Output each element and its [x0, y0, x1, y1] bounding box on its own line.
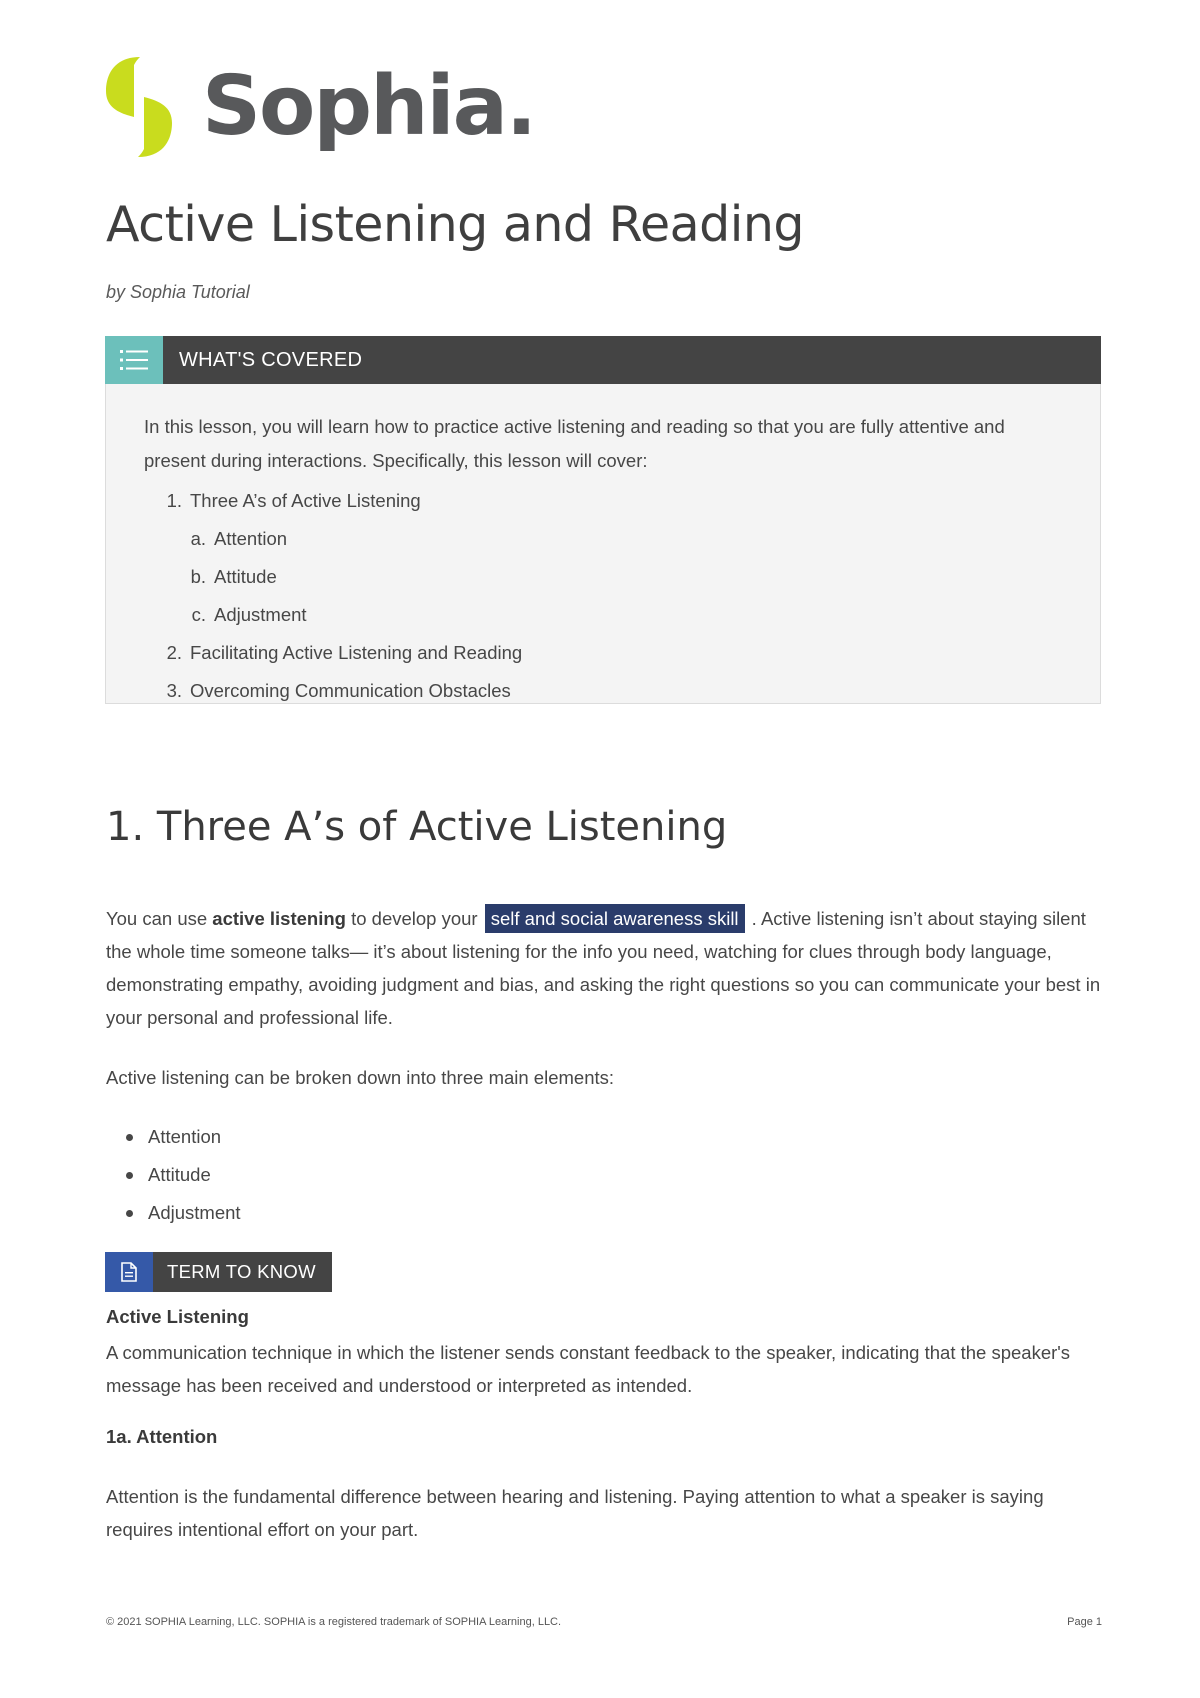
sophia-logo	[104, 52, 535, 162]
byline: by Sophia Tutorial	[106, 282, 250, 302]
sophia-logo-mark-icon	[104, 57, 174, 157]
bullet-icon	[126, 1172, 133, 1179]
footer-copyright: © 2021 SOPHIA Learning, LLC. SOPHIA is a registered trademark of SOPHIA Learning, LLC.	[106, 1616, 562, 1628]
bullet-icon	[126, 1210, 133, 1217]
whats-covered-box	[105, 336, 1101, 704]
subsection-heading: 1a. Attention	[106, 1426, 218, 1447]
list-icon	[105, 336, 163, 384]
sophia-logo-text: Sophia.	[202, 59, 536, 154]
whats-covered-label: WHAT'S COVERED	[179, 348, 363, 371]
term-definition: A communication technique in which the listener sends constant feedback to the speaker, indicating that the speaker's message has been received and understood or interpreted as intended.	[106, 1342, 1071, 1396]
toc-item: b. Attitude	[190, 566, 277, 587]
covered-intro: In this lesson, you will learn how to practice active listening and reading so that you are fully attentive and present during interactions. Specifically, this lesson will cover:	[144, 416, 1005, 471]
toc-item: 3. Overcoming Communication Obstacles	[166, 680, 511, 701]
term-word: Active Listening	[106, 1306, 249, 1327]
section-heading: 1. Three A’s of Active Listening	[106, 804, 728, 850]
elements-list	[126, 1118, 241, 1232]
toc-item: c. Adjustment	[191, 604, 307, 625]
bold-term: active listening	[212, 908, 346, 929]
list-item: Attention	[126, 1118, 241, 1156]
elements-paragraph: Active listening can be broken down into three main elements:	[106, 1067, 615, 1088]
term-to-know-header	[105, 1252, 332, 1292]
toc-item: 1. Three A’s of Active Listening	[166, 490, 421, 511]
list-item: Adjustment	[126, 1194, 241, 1232]
footer-page-number: Page 1	[1067, 1616, 1102, 1628]
attention-paragraph: Attention is the fundamental difference between hearing and listening. Paying attention to what a speaker is saying requires intentional effort on your part.	[106, 1486, 1044, 1540]
list-item: Attitude	[126, 1156, 241, 1194]
term-to-know-label: TERM TO KNOW	[153, 1252, 332, 1292]
whats-covered-body	[105, 384, 1101, 704]
whats-covered-header	[105, 336, 1101, 384]
toc-item: a. Attention	[190, 528, 288, 549]
intro-paragraph: You can use active listening to develop your self and social awareness skill . Active listening isn’t about staying silent the whole time someone talks— it’s about listening for the info you need, watching for clues through body language, demonstrating empathy, avoiding judgment and bias, and asking the right questions so you can communicate your best in your personal and professional life.	[106, 902, 1106, 1034]
document-icon	[105, 1252, 153, 1292]
bullet-icon	[126, 1134, 133, 1141]
page-title: Active Listening and Reading	[106, 196, 805, 253]
skill-link[interactable]: self and social awareness skill	[485, 904, 745, 933]
toc-item: 2. Facilitating Active Listening and Reading	[166, 642, 523, 663]
